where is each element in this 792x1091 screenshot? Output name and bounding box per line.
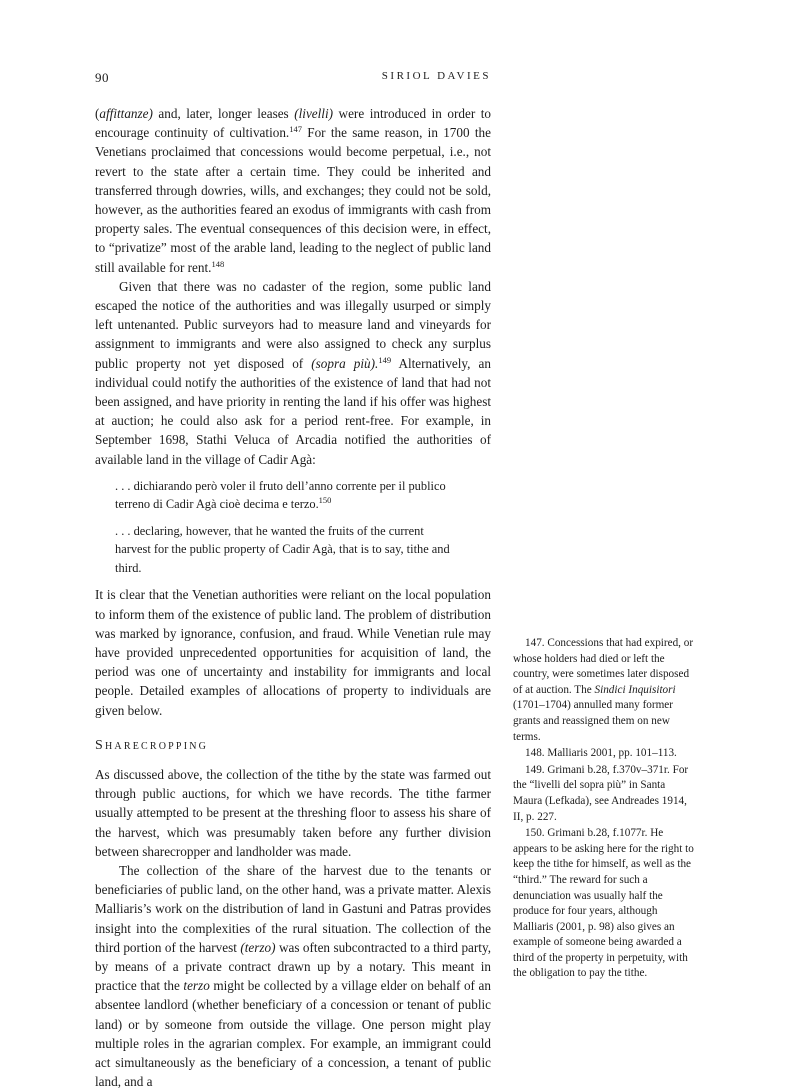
paragraph xyxy=(95,861,491,1091)
page-number: 90 xyxy=(95,70,109,85)
main-text xyxy=(95,104,491,1091)
footnote-150: 150. Grimani b.28, f.1077r. He appears to be asking here for the right to keep the tithe for himself, as well as the “third.” The reward for such a denunciation was usually half the produce for four years, although Malliaris (2001, p. 98) also gives an example of someone being awarded a third of the property in perpetuity, with the obligation to pay the tithe. xyxy=(513,827,694,980)
paragraph: As discussed above, the collection of the tithe by the state was farmed out through public auctions, for which we have records. The tithe farmer usually attempted to be present at the threshing floor to assess his share of the harvest, which was presumably taken before any further division between sharecropper and landholder was made. xyxy=(95,766,491,859)
italic-term: Sindici Inquisitori xyxy=(594,683,676,696)
italic-term: terzo xyxy=(183,978,210,994)
footnote-ref[interactable]: 149 xyxy=(378,354,392,365)
text-run: Given that there was no cadaster of the region, some public land escaped the notice of the authorities and was illegally usurped or simply left untenanted. Public surveyors had to measure land and vineyards for assignment to immigrants and were also assigned to check any surplus public property not yet disposed of xyxy=(95,278,491,371)
text-run: might be collected by a village elder on behalf of an absentee landlord (whether beneficiary of a concession or tenant of public land) or by someone from outside the village. One person might play multiple roles in the agrarian complex. For example, an immigrant could act simultaneously as the beneficiary of a concession, a tenant of public land, and a xyxy=(95,978,491,1090)
paren: ( xyxy=(95,106,100,121)
paragraph xyxy=(95,277,491,469)
section-heading: Sharecropping xyxy=(95,737,209,753)
paragraph: It is clear that the Venetian authorities were reliant on the local population to inform them of the existence of public land. The problem of distribution was marked by ignorance, confusion, and fraud. While Venetian rule may have provided unprecedented opportunities for acquisition of land, the period was one of uncertainty and instability for immigrants and local people. Detailed examples of allocations of property to individuals are given below. xyxy=(95,587,491,718)
footnote-ref[interactable]: 148 xyxy=(211,258,225,269)
paragraph xyxy=(95,104,491,277)
text-run: Alternatively, an individual could notify the authorities of the existence of land that had not been assigned, and have priority in renting the land if his offer was highest at auction; he could also ask for a period rent-free. For example, in September 1698, Stathi Veluca of Arcadia notified the authorities of available land in the village of Cadir Agà: xyxy=(95,355,492,467)
quote-text: . . . dichiarando però voler il fruto dell’anno corrente per il publico terreno di Cadir Agà cioè decima e terzo. xyxy=(115,478,446,512)
block-quote-italian xyxy=(115,477,460,514)
italic-term: (sopra più). xyxy=(311,355,379,371)
text-run: 147. Concessions that had expired, or whose holders had died or left the country, were sometimes later disposed of at auction. The xyxy=(513,637,694,696)
text-run: The collection of the share of the harvest due to the tenants or beneficiaries of public land, on the other hand, was a private matter. Alexis Malliaris’s work on the distribution of land in Gastuni and Patras provides insight into the complexities of the rural situation. The collection of the third portion of the harvest xyxy=(95,863,491,955)
footnote-147 xyxy=(513,636,697,745)
text-run: were introduced in order to encourage continuity of cultivation. xyxy=(95,106,491,141)
text-run: and, later, longer leases xyxy=(152,106,295,121)
text-run: (1701–1704) annulled many former grants and reassigned them on new terms. xyxy=(513,699,674,743)
footnote-ref[interactable]: 150 xyxy=(318,495,332,506)
footnote-148: 148. Malliaris 2001, pp. 101–113. xyxy=(525,747,677,760)
text-run: For the same reason, in 1700 the Venetians proclaimed that concessions would become perpetual, i.e., not revert to the state after a certain time. They could be inherited and transferred through dowries, wills, and exchanges; they could not be sold, however, as the authorities feared an exodus of immigrants with cash from property sales. The eventual consequences of this decision were, in effect, to “privatize” most of the arable land, leading to the neglect of public land still available for rent. xyxy=(95,125,491,275)
italic-term: (terzo) xyxy=(240,939,276,955)
running-head: SIRIOL DAVIES xyxy=(381,70,491,82)
footnote-149: 149. Grimani b.28, f.370v–371r. For the “livelli del sopra più” in Santa Maura (Lefkada), see Andreades 1914, II, p. 227. xyxy=(513,763,689,823)
page-header xyxy=(95,70,491,90)
italic-term: affittanze) xyxy=(99,106,153,121)
block-quote-translation: . . . declaring, however, that he wanted the fruits of the current harvest for the public property of Cadir Agà, that is to say, tithe and third. xyxy=(115,523,450,575)
footnotes xyxy=(513,636,697,983)
italic-term: (livelli) xyxy=(294,106,334,121)
footnote-ref[interactable]: 147 xyxy=(289,124,302,135)
text-run: was often subcontracted to a third party, by means of a private contract drawn up by a notary. This meant in practice that the xyxy=(95,939,491,994)
